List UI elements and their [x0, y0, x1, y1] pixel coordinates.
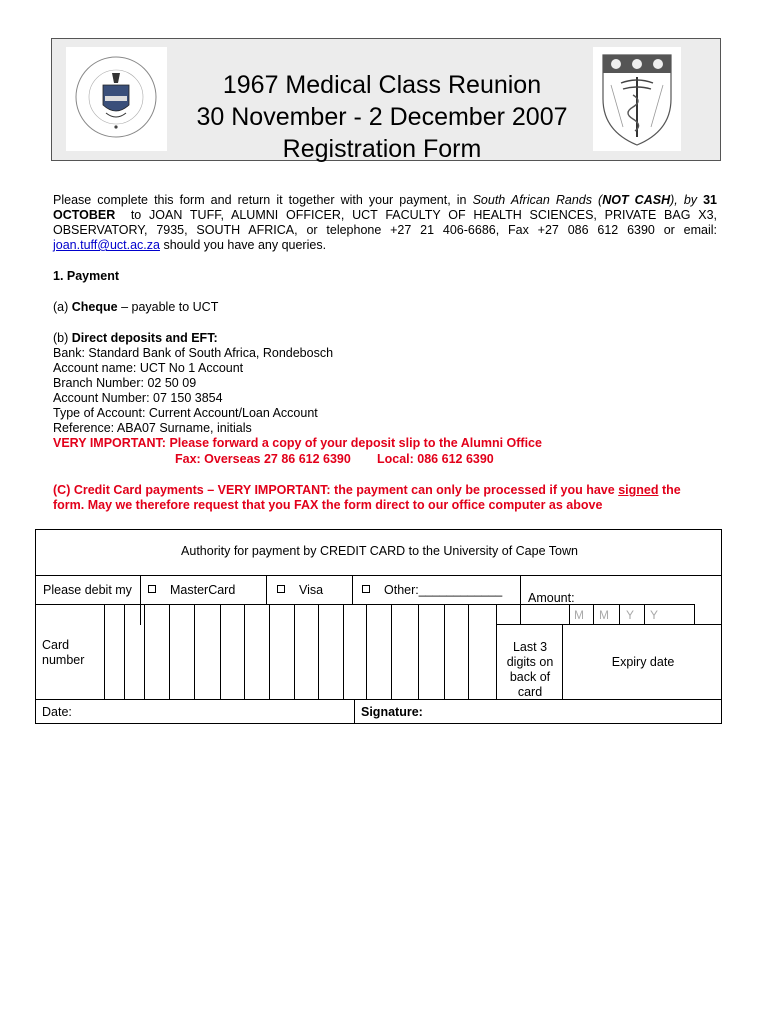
- signed-text: signed: [618, 483, 659, 497]
- col-divider: [644, 604, 645, 624]
- col-divider: [619, 604, 620, 624]
- card-digit-divider: [418, 604, 419, 699]
- col-divider: [352, 575, 353, 604]
- card-digit-divider: [343, 604, 344, 699]
- debit-label: Please debit my: [43, 583, 132, 597]
- title-line-2: 30 November - 2 December 2007: [196, 103, 568, 131]
- visa-label: Visa: [299, 583, 324, 597]
- faculty-crest: [593, 47, 681, 151]
- fax-local: Local: 086 612 6390: [377, 452, 494, 466]
- card-digit-divider: [318, 604, 319, 699]
- col-divider: [562, 624, 563, 699]
- mastercard-option[interactable]: [148, 583, 235, 597]
- title-line-1: 1967 Medical Class Reunion: [222, 71, 542, 99]
- month-digit-1: M: [574, 608, 584, 622]
- eft-line: [53, 331, 717, 346]
- col-divider: [520, 575, 521, 625]
- card-digit-divider: [366, 604, 367, 699]
- card-digit-divider: [124, 604, 125, 699]
- queries-text: should you have any queries.: [159, 238, 327, 252]
- row-divider: [496, 624, 721, 625]
- mastercard-label: MasterCard: [170, 583, 236, 597]
- email-link[interactable]: joan.tuff@uct.ac.za: [53, 238, 160, 252]
- title-line-3: Registration Form: [282, 135, 482, 163]
- visa-checkbox[interactable]: [277, 585, 285, 593]
- col-divider: [694, 604, 695, 624]
- card-digit-divider: [144, 604, 145, 699]
- card-digit-divider: [244, 604, 245, 699]
- credit-card-authority-table: [35, 529, 722, 724]
- col-divider: [140, 575, 141, 625]
- branch-line: Branch Number: 02 50 09: [53, 376, 197, 390]
- expiry-date-label: Expiry date: [611, 655, 675, 669]
- visa-option[interactable]: [277, 583, 323, 597]
- bank-line: Bank: Standard Bank of South Africa, Rondebosch: [53, 346, 334, 360]
- intro-line-3: OBSERVATORY, 7935, SOUTH AFRICA, or telephone +27 21 406-6686, Fax +27 086 612 6390 or email:: [53, 223, 717, 237]
- card-digit-divider: [220, 604, 221, 699]
- intro-line-4: [53, 238, 717, 253]
- reference-line: Reference: ABA07 Surname, initials: [53, 421, 252, 435]
- row-divider: [36, 575, 721, 576]
- credit-card-line-2: form. May we therefore request that you FAX the form direct to our office computer as above: [53, 498, 603, 512]
- account-name-line: Account name: UCT No 1 Account: [53, 361, 244, 375]
- important-deposit-line: VERY IMPORTANT: Please forward a copy of your deposit slip to the Alumni Office: [53, 436, 542, 450]
- fax-overseas: Fax: Overseas 27 86 612 6390: [175, 452, 351, 466]
- card-digit-divider: [194, 604, 195, 699]
- card-digit-divider: [391, 604, 392, 699]
- cheque-text: – payable to UCT: [117, 300, 219, 314]
- cheque-prefix: (a): [53, 300, 72, 314]
- currency-close: ), by: [670, 193, 698, 207]
- table-title: Authority for payment by CREDIT CARD to the University of Cape Town: [181, 544, 578, 558]
- cc-text: (C) Credit Card payments – VERY IMPORTANT: the payment can only be processed if you have: [53, 483, 619, 497]
- amount-label: Amount:: [528, 591, 575, 605]
- cheque-label: Cheque: [71, 300, 118, 314]
- currency-text: South African Rands (: [472, 193, 603, 207]
- cheque-line: [53, 300, 717, 315]
- intro-line-2: OCTOBER to JOAN TUFF, ALUMNI OFFICER, UCT FACULTY OF HEALTH SCIENCES, PRIVATE BAG X3,: [53, 208, 717, 222]
- col-divider: [266, 575, 267, 604]
- card-digit-divider: [468, 604, 469, 699]
- col-divider: [593, 604, 594, 624]
- intro-text: Please complete this form and return it together with your payment, in: [53, 193, 467, 207]
- card-digit-divider: [294, 604, 295, 699]
- eft-label: Direct deposits and EFT:: [71, 331, 218, 345]
- uct-logo: [66, 47, 167, 151]
- month-digit-2: M: [599, 608, 609, 622]
- card-digit-divider: [169, 604, 170, 699]
- col-divider: [569, 604, 570, 624]
- not-cash-text: NOT CASH: [602, 193, 671, 207]
- account-number-line: Account Number: 07 150 3854: [53, 391, 223, 405]
- payment-heading: 1. Payment: [53, 269, 120, 283]
- other-option[interactable]: [362, 583, 502, 597]
- year-digit-2: Y: [650, 608, 659, 622]
- mastercard-checkbox[interactable]: [148, 585, 156, 593]
- row-divider: [36, 604, 574, 605]
- intro-line-1: Please complete this form and return it together with your payment, in South African Rands (NOT CASH), by 31: [53, 193, 718, 207]
- other-checkbox[interactable]: [362, 585, 370, 593]
- eft-prefix: (b): [53, 331, 72, 345]
- header-box: [51, 38, 721, 161]
- account-type-line: Type of Account: Current Account/Loan Account: [53, 406, 318, 420]
- card-digit-divider: [496, 604, 497, 699]
- card-digit-divider: [104, 604, 105, 699]
- signature-label: Signature:: [361, 705, 423, 719]
- row-divider: [36, 699, 721, 700]
- address-text: to JOAN TUFF, ALUMNI OFFICER, UCT FACULTY OF HEALTH SCIENCES, PRIVATE BAG X3,: [130, 208, 717, 222]
- date-label: Date:: [42, 705, 72, 719]
- mmyy-top-divider: [569, 604, 694, 605]
- other-label: Other:____________: [384, 583, 503, 597]
- card-number-label: Card number: [42, 638, 85, 667]
- col-divider: [354, 699, 355, 724]
- year-digit-1: Y: [626, 608, 635, 622]
- card-digit-divider: [444, 604, 445, 699]
- credit-card-line-1: [53, 483, 717, 498]
- last-3-digits-label: Last 3 digits on back of card: [506, 640, 554, 699]
- card-digit-divider: [269, 604, 270, 699]
- cc-text-end: the: [658, 483, 681, 497]
